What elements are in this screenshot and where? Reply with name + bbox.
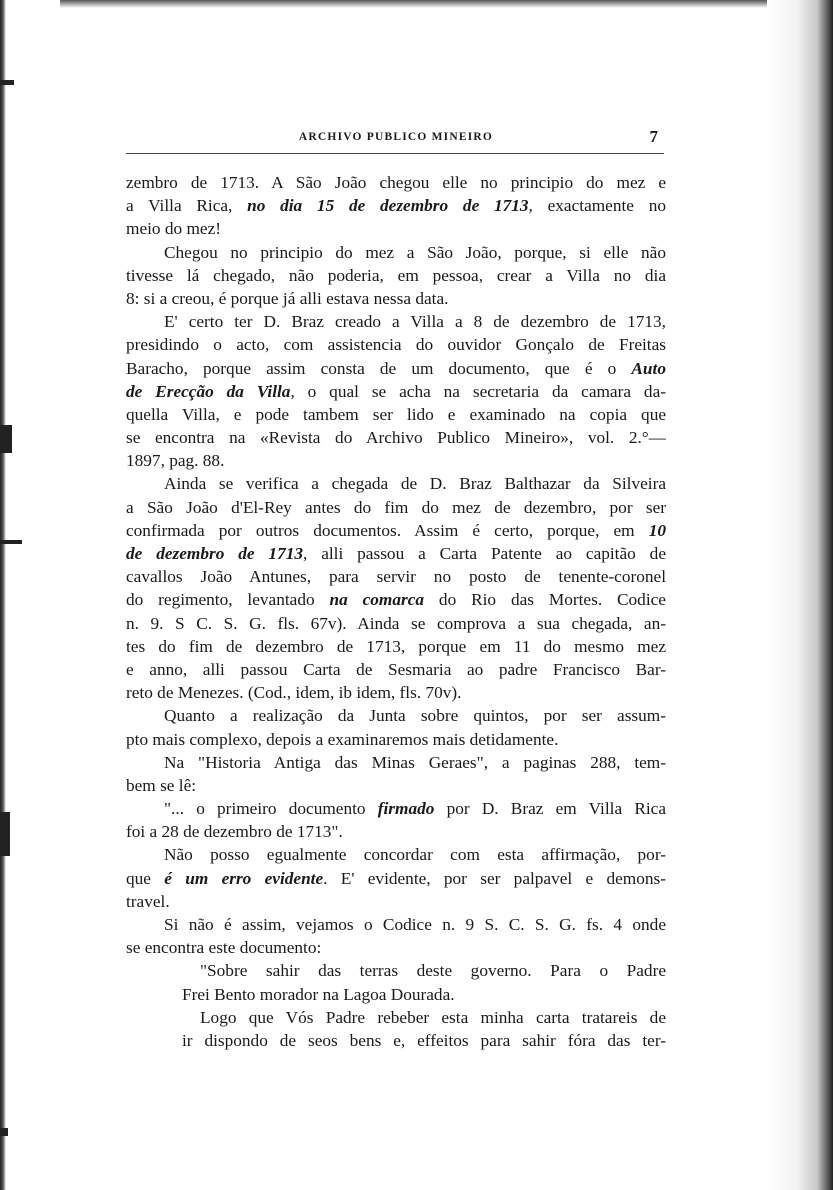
text-line: confirmada por outros documentos. Assim é certo, porque, em 10 [126,520,666,540]
italic-phrase: 10 [648,520,666,540]
italic-phrase: firmado [377,799,435,819]
italic-phrase: de dezembro de 1713 [126,544,303,563]
letter-quote-line: Frei Bento morador na Lagoa Dourada. [182,984,455,1004]
margin-mark [0,425,12,453]
text-line: tivesse lá chegado, não poderia, em pessoa, crear a Villa no dia [126,265,666,285]
letter-quote-line: ir dispondo de seos bens e, effeitos para sahir fóra das ter- [182,1030,666,1050]
quote-start: "... o primeiro documento firmado por D. Braz em Villa Rica [164,799,666,819]
italic-phrase: de Erecção da Villa [126,381,291,401]
text-line: do regimento, levantado na comarca do Rio das Mortes. Codice [126,590,666,610]
paragraph-start: Chegou no principio do mez a São João, porque, si elle não [164,242,666,262]
text-line: de Erecção da Villa, o qual se acha na secretaria da camara da- [126,381,666,401]
text-line: reto de Menezes. (Cod., idem, ib idem, fls. 70v). [126,683,462,703]
text-line: travel. [126,891,170,911]
text-line: e anno, alli passou Carta de Sesmaria ao padre Francisco Bar- [126,659,666,679]
header-title: ARCHIVO PUBLICO MINEIRO [298,131,494,143]
text-line: 8: si a creou, é porque já alli estava nessa data. [126,288,449,308]
page-top-edge [60,0,833,8]
text-line: de dezembro de 1713, alli passou a Carta Patente ao capitão de [126,544,666,563]
header-rule [126,153,664,154]
margin-mark [0,80,14,85]
text-line: zembro de 1713. A São João chegou elle no principio do mez e [126,173,666,192]
text-line: presidindo o acto, com assistencia do ouvidor Gonçalo de Freitas [126,335,666,355]
paragraph-start: Não posso egualmente concordar com esta affirmação, por- [164,845,666,865]
margin-mark [0,540,22,544]
text-line: 1897, pag. 88. [126,451,225,471]
text-line: n. 9. S C. S. G. fls. 67v). Ainda se comprova a sua chegada, an- [126,613,666,633]
text-line: a São João d'El-Rey antes do fim do mez de dezembro, por ser [126,497,666,517]
text-line: bem se lê: [126,775,197,795]
text-line: se encontra na «Revista do Archivo Publico Mineiro», vol. 2.°— [126,428,666,448]
running-header [126,127,666,153]
italic-phrase: é um erro evidente [164,868,324,888]
paragraph-start: E' certo ter D. Braz creado a Villa a 8 de dezembro de 1713, [164,312,666,332]
text-line: se encontra este documento: [126,938,322,958]
text-line: pto mais complexo, depois a examinaremos mais detidamente. [126,729,559,749]
letter-quote-start: "Sobre sahir das terras deste governo. Para o Padre [200,961,666,981]
text-line: quella Villa, e pode tambem ser lido e examinado na copia que [126,404,666,424]
page-left-edge [0,0,6,1190]
text-line: meio do mez! [126,219,222,239]
text-line: tes do fim de dezembro de 1713, porque em 11 do mesmo mez [126,636,666,656]
margin-mark [0,1128,8,1136]
margin-mark [0,812,10,856]
page-number: 7 [649,127,658,146]
text-line: Baracho, porque assim consta de um documento, que é o Auto [126,358,666,378]
paragraph-start: Na "Historia Antiga das Minas Geraes", a paginas 288, tem- [164,752,666,772]
letter-quote-paragraph: Logo que Vós Padre rebeber esta minha carta tratareis de [200,1007,666,1027]
page-right-edge [767,0,833,1190]
italic-phrase: Auto [631,358,666,378]
text-line: a Villa Rica, no dia 15 de dezembro de 1713, exactamente no [126,196,666,216]
italic-phrase: na comarca [329,590,425,610]
paragraph-start: Si não é assim, vejamos o Codice n. 9 S. C. S. G. fs. 4 onde [164,915,666,934]
text-line: que é um erro evidente. E' evidente, por ser palpavel e demons- [126,868,666,888]
text-line: foi a 28 de dezembro de 1713". [126,822,343,842]
body-text [126,171,666,1052]
italic-phrase: no dia 15 de dezembro de 1713 [247,196,529,216]
paragraph-start: Quanto a realização da Junta sobre quintos, por ser assum- [164,706,666,726]
paragraph-start: Ainda se verifica a chegada de D. Braz Balthazar da Silveira [164,474,666,494]
text-line: cavallos João Antunes, para servir no posto de tenente-coronel [126,567,666,587]
